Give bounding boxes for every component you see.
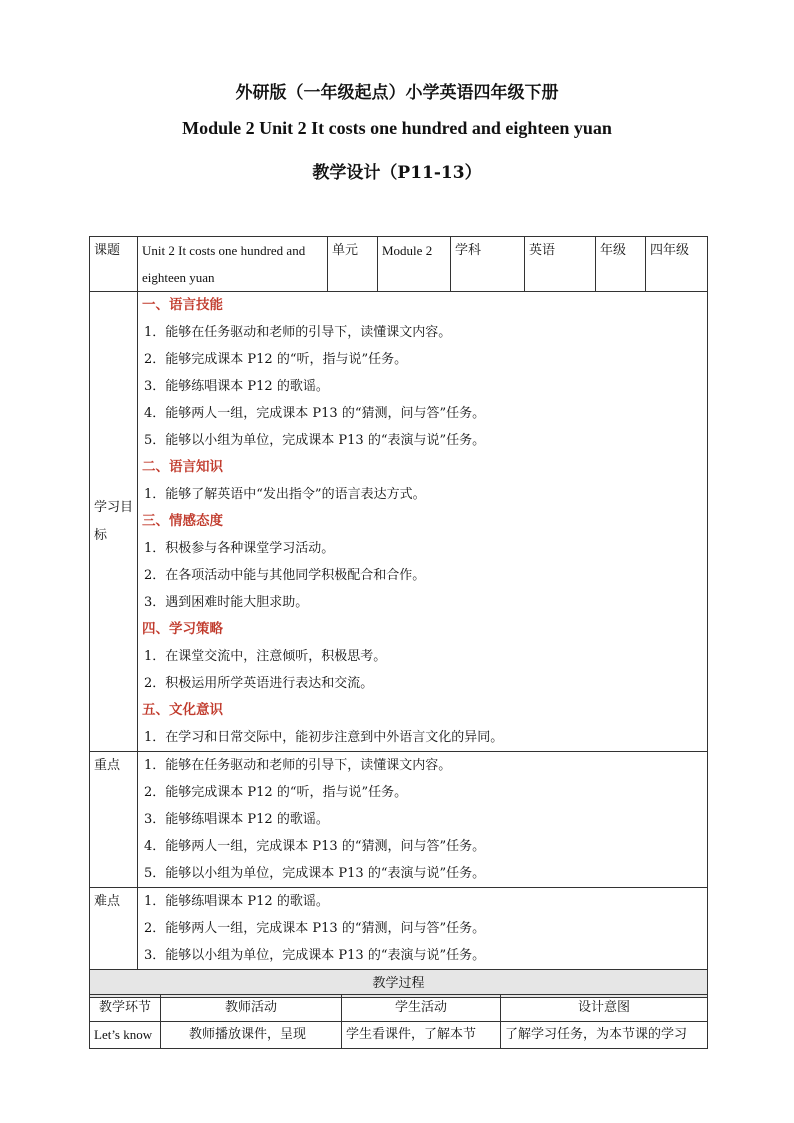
column-header: 学生活动 [342, 995, 501, 1022]
key-point-item: 3．能够练唱课本 P12 的歌谣。 [144, 812, 329, 827]
lesson-label: 课题 [90, 237, 138, 292]
difficulty-item: 1．能够练唱课本 P12 的歌谣。 [144, 894, 329, 909]
column-header: 教师活动 [161, 995, 342, 1022]
difficulty-item: 3．能够以小组为单位，完成课本 P13 的“表演与说”任务。 [144, 948, 486, 963]
document-title: 外研版（一年级起点）小学英语四年级下册 [235, 83, 559, 103]
section-heading: 四、学习策略 [142, 621, 223, 637]
column-header: 教学环节 [90, 995, 161, 1022]
grade-label: 年级 [596, 237, 646, 292]
difficulty-item: 2．能够两人一组，完成课本 P13 的“猜测，问与答”任务。 [144, 921, 486, 936]
difficulties-label: 难点 [90, 888, 138, 970]
difficulties-row [90, 888, 708, 970]
objective-item: 5．能够以小组为单位，完成课本 P13 的“表演与说”任务。 [144, 433, 486, 448]
design-intent: 了解学习任务，为本节课的学习 [501, 1022, 708, 1049]
lesson-title-english: Module 2 Unit 2 It costs one hundred and eighteen yuan [182, 118, 612, 138]
key-point-item: 5．能够以小组为单位，完成课本 P13 的“表演与说”任务。 [144, 866, 486, 881]
objective-item: 2．积极运用所学英语进行表达和交流。 [144, 676, 374, 691]
objectives-label: 学习目标 [90, 292, 138, 752]
key-points-label: 重点 [90, 752, 138, 888]
objective-item: 4．能够两人一组，完成课本 P13 的“猜测，问与答”任务。 [144, 406, 486, 421]
objective-item: 2．能够完成课本 P12 的“听，指与说”任务。 [144, 352, 408, 367]
document-subtitle: 教学设计（P11-13） [312, 163, 482, 183]
objective-item: 1．能够在任务驱动和老师的引导下，读懂课文内容。 [144, 325, 452, 340]
objective-item: 1．积极参与各种课堂学习活动。 [144, 541, 335, 556]
objective-item: 1．能够了解英语中“发出指令”的语言表达方式。 [144, 487, 426, 502]
unit-label: 单元 [328, 237, 378, 292]
subject-label: 学科 [451, 237, 525, 292]
key-point-item: 2．能够完成课本 P12 的“听，指与说”任务。 [144, 785, 408, 800]
column-header: 设计意图 [501, 995, 708, 1022]
section-heading: 一、语言技能 [142, 297, 223, 313]
lesson-value: Unit 2 It costs one hundred and eighteen yuan [138, 237, 328, 292]
subject-value: 英语 [525, 237, 596, 292]
grade-value: 四年级 [646, 237, 708, 292]
objective-item: 3．能够练唱课本 P12 的歌谣。 [144, 379, 329, 394]
key-point-item: 1．能够在任务驱动和老师的引导下，读懂课文内容。 [144, 758, 452, 773]
lesson-plan-table [89, 236, 708, 998]
section-heading: 三、情感态度 [142, 513, 223, 529]
key-points-row [90, 752, 708, 888]
info-row [90, 237, 708, 292]
objectives-row [90, 292, 708, 752]
objective-item: 1．在课堂交流中，注意倾听，积极思考。 [144, 649, 387, 664]
process-header-row [90, 995, 708, 1022]
process-row [90, 1022, 708, 1049]
process-title: 教学过程 [90, 970, 708, 998]
process-stage: Let’s know [90, 1022, 161, 1049]
unit-value: Module 2 [378, 237, 451, 292]
objective-item: 2．在各项活动中能与其他同学积极配合和合作。 [144, 568, 426, 583]
objectives-content [138, 292, 708, 752]
section-heading: 二、语言知识 [142, 459, 223, 475]
objective-item: 3．遇到困难时能大胆求助。 [144, 595, 309, 610]
section-heading: 五、文化意识 [142, 702, 223, 718]
student-activity: 学生看课件，了解本节 [342, 1022, 501, 1049]
teacher-activity: 教师播放课件，呈现 [161, 1022, 342, 1049]
objective-item: 1．在学习和日常交际中，能初步注意到中外语言文化的异同。 [144, 730, 504, 745]
process-table [89, 994, 708, 1049]
key-points-content [138, 752, 708, 888]
key-point-item: 4．能够两人一组，完成课本 P13 的“猜测，问与答”任务。 [144, 839, 486, 854]
difficulties-content [138, 888, 708, 970]
